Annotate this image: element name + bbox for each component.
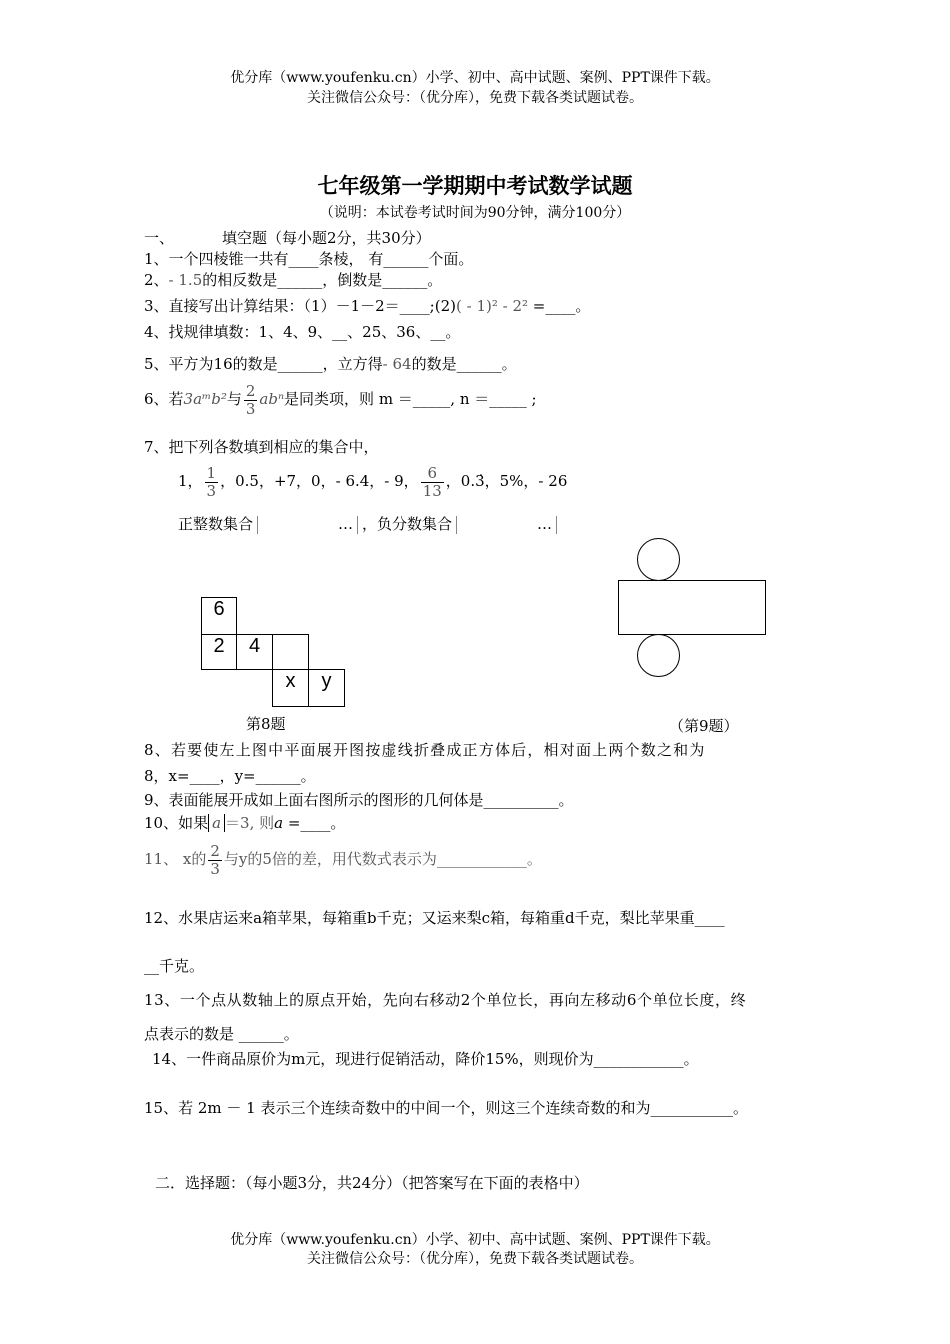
q10-prefix: 10、如果 xyxy=(144,814,209,832)
q2-number: - 1.5 xyxy=(168,271,203,289)
question-3 xyxy=(144,296,590,316)
question-6 xyxy=(144,380,537,418)
q6-fraction xyxy=(244,383,258,418)
question-14: 14、一件商品原价为m元，现进行促销活动，降价15%，则现价为____________。 xyxy=(152,1050,699,1068)
q8-cell-top: 6 xyxy=(201,597,237,635)
exam-note: （说明：本试卷考试时间为90分钟，满分100分） xyxy=(319,205,631,221)
q10-equals: ＝3, 则 xyxy=(225,814,275,832)
question-10 xyxy=(144,813,345,833)
q3-suffix: =____。 xyxy=(532,297,591,315)
q3-prefix: 3、直接写出计算结果：（1）－1－2＝____;(2) xyxy=(144,297,456,315)
q6-fraction-denominator: 3 xyxy=(245,399,256,418)
q11-prefix: 11、 x的 xyxy=(144,850,207,868)
q7-set1-ellipsis: … xyxy=(338,515,354,533)
q7-fraction-1-numerator: 1 xyxy=(206,463,217,482)
q8-cell-blank xyxy=(272,634,309,670)
q6-prefix: 6、若 xyxy=(144,390,184,408)
q6-and: 与 xyxy=(226,390,242,408)
question-2 xyxy=(144,270,442,290)
footer-line-1: 优分库（www.youfenku.cn）小学、初中、高中试题、案例、PPT课件下载。 xyxy=(230,1232,720,1248)
section1-number: 一、 xyxy=(144,229,175,247)
q7-set2-ellipsis: … xyxy=(537,515,553,533)
q5-prefix: 5、平方为16的数是______，立方得 xyxy=(144,355,383,373)
question-13-line-2: 点表示的数是 ______。 xyxy=(144,1025,299,1043)
q7-set-negative-fractions: ，负分数集合 xyxy=(362,515,453,533)
q5-number: - 64 xyxy=(382,355,412,373)
q6-term-1: 3aᵐb² xyxy=(183,390,227,408)
q9-top-circle xyxy=(637,538,680,581)
q11-fraction xyxy=(208,843,222,878)
question-9: 9、表面能展开成如上面右图所示的图形的几何体是__________。 xyxy=(144,791,574,809)
question-4: 4、找规律填数：1、4、9、__、25、36、__。 xyxy=(144,323,461,341)
question-8-line-2: 8，x=____，y=______。 xyxy=(144,767,316,785)
question-11 xyxy=(144,840,542,878)
q11-fraction-denominator: 3 xyxy=(210,859,220,878)
question-5 xyxy=(144,354,517,374)
q7-fraction-1-denominator: 3 xyxy=(206,481,217,500)
q3-math: ( - 1)² - 2² xyxy=(455,297,533,315)
q10-variable: a xyxy=(274,814,284,832)
section1-title: 填空题（每小题2分，共30分） xyxy=(222,229,431,247)
q6-term-2: abⁿ xyxy=(259,390,285,408)
q5-text: 的数是______。 xyxy=(411,355,517,373)
q7-sets xyxy=(178,514,561,534)
question-7: 7、把下列各数填到相应的集合中， xyxy=(144,438,379,456)
header-line-2: 关注微信公众号：（优分库），免费下载各类试题试卷。 xyxy=(307,90,643,106)
q9-caption: （第9题） xyxy=(669,717,739,735)
q7-fraction-2 xyxy=(421,465,444,500)
question-12-line-1: 12、水果店运来a箱苹果，每箱重b千克；又运来梨c箱，每箱重d千克，梨比苹果重____ xyxy=(144,909,725,927)
q7-list-a: 1， xyxy=(178,472,203,490)
q7-fraction-2-denominator: 13 xyxy=(422,481,442,500)
q8-cell-y: y xyxy=(308,669,345,707)
q7-list-c: ，0.3̇，5%，- 26 xyxy=(445,472,568,490)
q11-text: 与y的5倍的差，用代数式表示为____________。 xyxy=(223,850,542,868)
question-1: 1、一个四棱锥一共有____条棱， 有______个面。 xyxy=(144,250,474,268)
question-15: 15、若 2m － 1 表示三个连续奇数中的中间一个，则这三个连续奇数的和为___________。 xyxy=(144,1099,748,1117)
header-line-1: 优分库（www.youfenku.cn）小学、初中、高中试题、案例、PPT课件下载。 xyxy=(230,70,720,86)
footer-line-2: 关注微信公众号：（优分库），免费下载各类试题试卷。 xyxy=(307,1251,643,1267)
q8-caption: 第8题 xyxy=(246,715,286,733)
q9-bottom-circle xyxy=(637,634,680,677)
q8-cell-2: 2 xyxy=(201,634,237,670)
q2-prefix: 2、 xyxy=(144,271,169,289)
q6-text: 是同类项，则 m ＝_____, n ＝_____ ; xyxy=(284,390,537,408)
q7-set-positive-integers: 正整数集合 xyxy=(178,515,254,533)
question-12-line-2: __千克。 xyxy=(144,957,205,975)
question-8-line-1: 8、若要使左上图中平面展开图按虚线折叠成正方体后，相对面上两个数之和为 xyxy=(144,741,706,759)
section1-heading xyxy=(144,228,431,248)
q7-set1-right-brace xyxy=(357,516,358,534)
q7-fraction-2-numerator: 6 xyxy=(421,465,444,483)
exam-title: 七年级第一学期期中考试数学试题 xyxy=(317,173,633,198)
q7-set2-left-brace xyxy=(456,516,457,534)
q7-number-list xyxy=(178,462,567,500)
q10-absolute-value: a xyxy=(208,814,225,832)
q8-cell-4: 4 xyxy=(236,634,273,670)
q11-fraction-numerator: 2 xyxy=(210,841,220,860)
q8-cell-x: x xyxy=(272,669,309,707)
q2-text: 的相反数是______，倒数是______。 xyxy=(202,271,443,289)
q7-list-b: ，0.5，+7，0，- 6.4，- 9， xyxy=(220,472,419,490)
question-13-line-1: 13、一个点从数轴上的原点开始，先向右移动2个单位长，再向左移动6个单位长度，终 xyxy=(144,991,747,1009)
q7-set1-left-brace xyxy=(257,516,258,534)
q9-rectangle xyxy=(618,580,766,635)
q7-fraction-1 xyxy=(205,465,219,500)
q10-answer: =____。 xyxy=(283,814,346,832)
q6-fraction-numerator: 2 xyxy=(245,381,256,400)
q7-set2-right-brace xyxy=(556,516,557,534)
section2-heading: 二．选择题：（每小题3分，共24分）（把答案写在下面的表格中） xyxy=(155,1174,589,1192)
